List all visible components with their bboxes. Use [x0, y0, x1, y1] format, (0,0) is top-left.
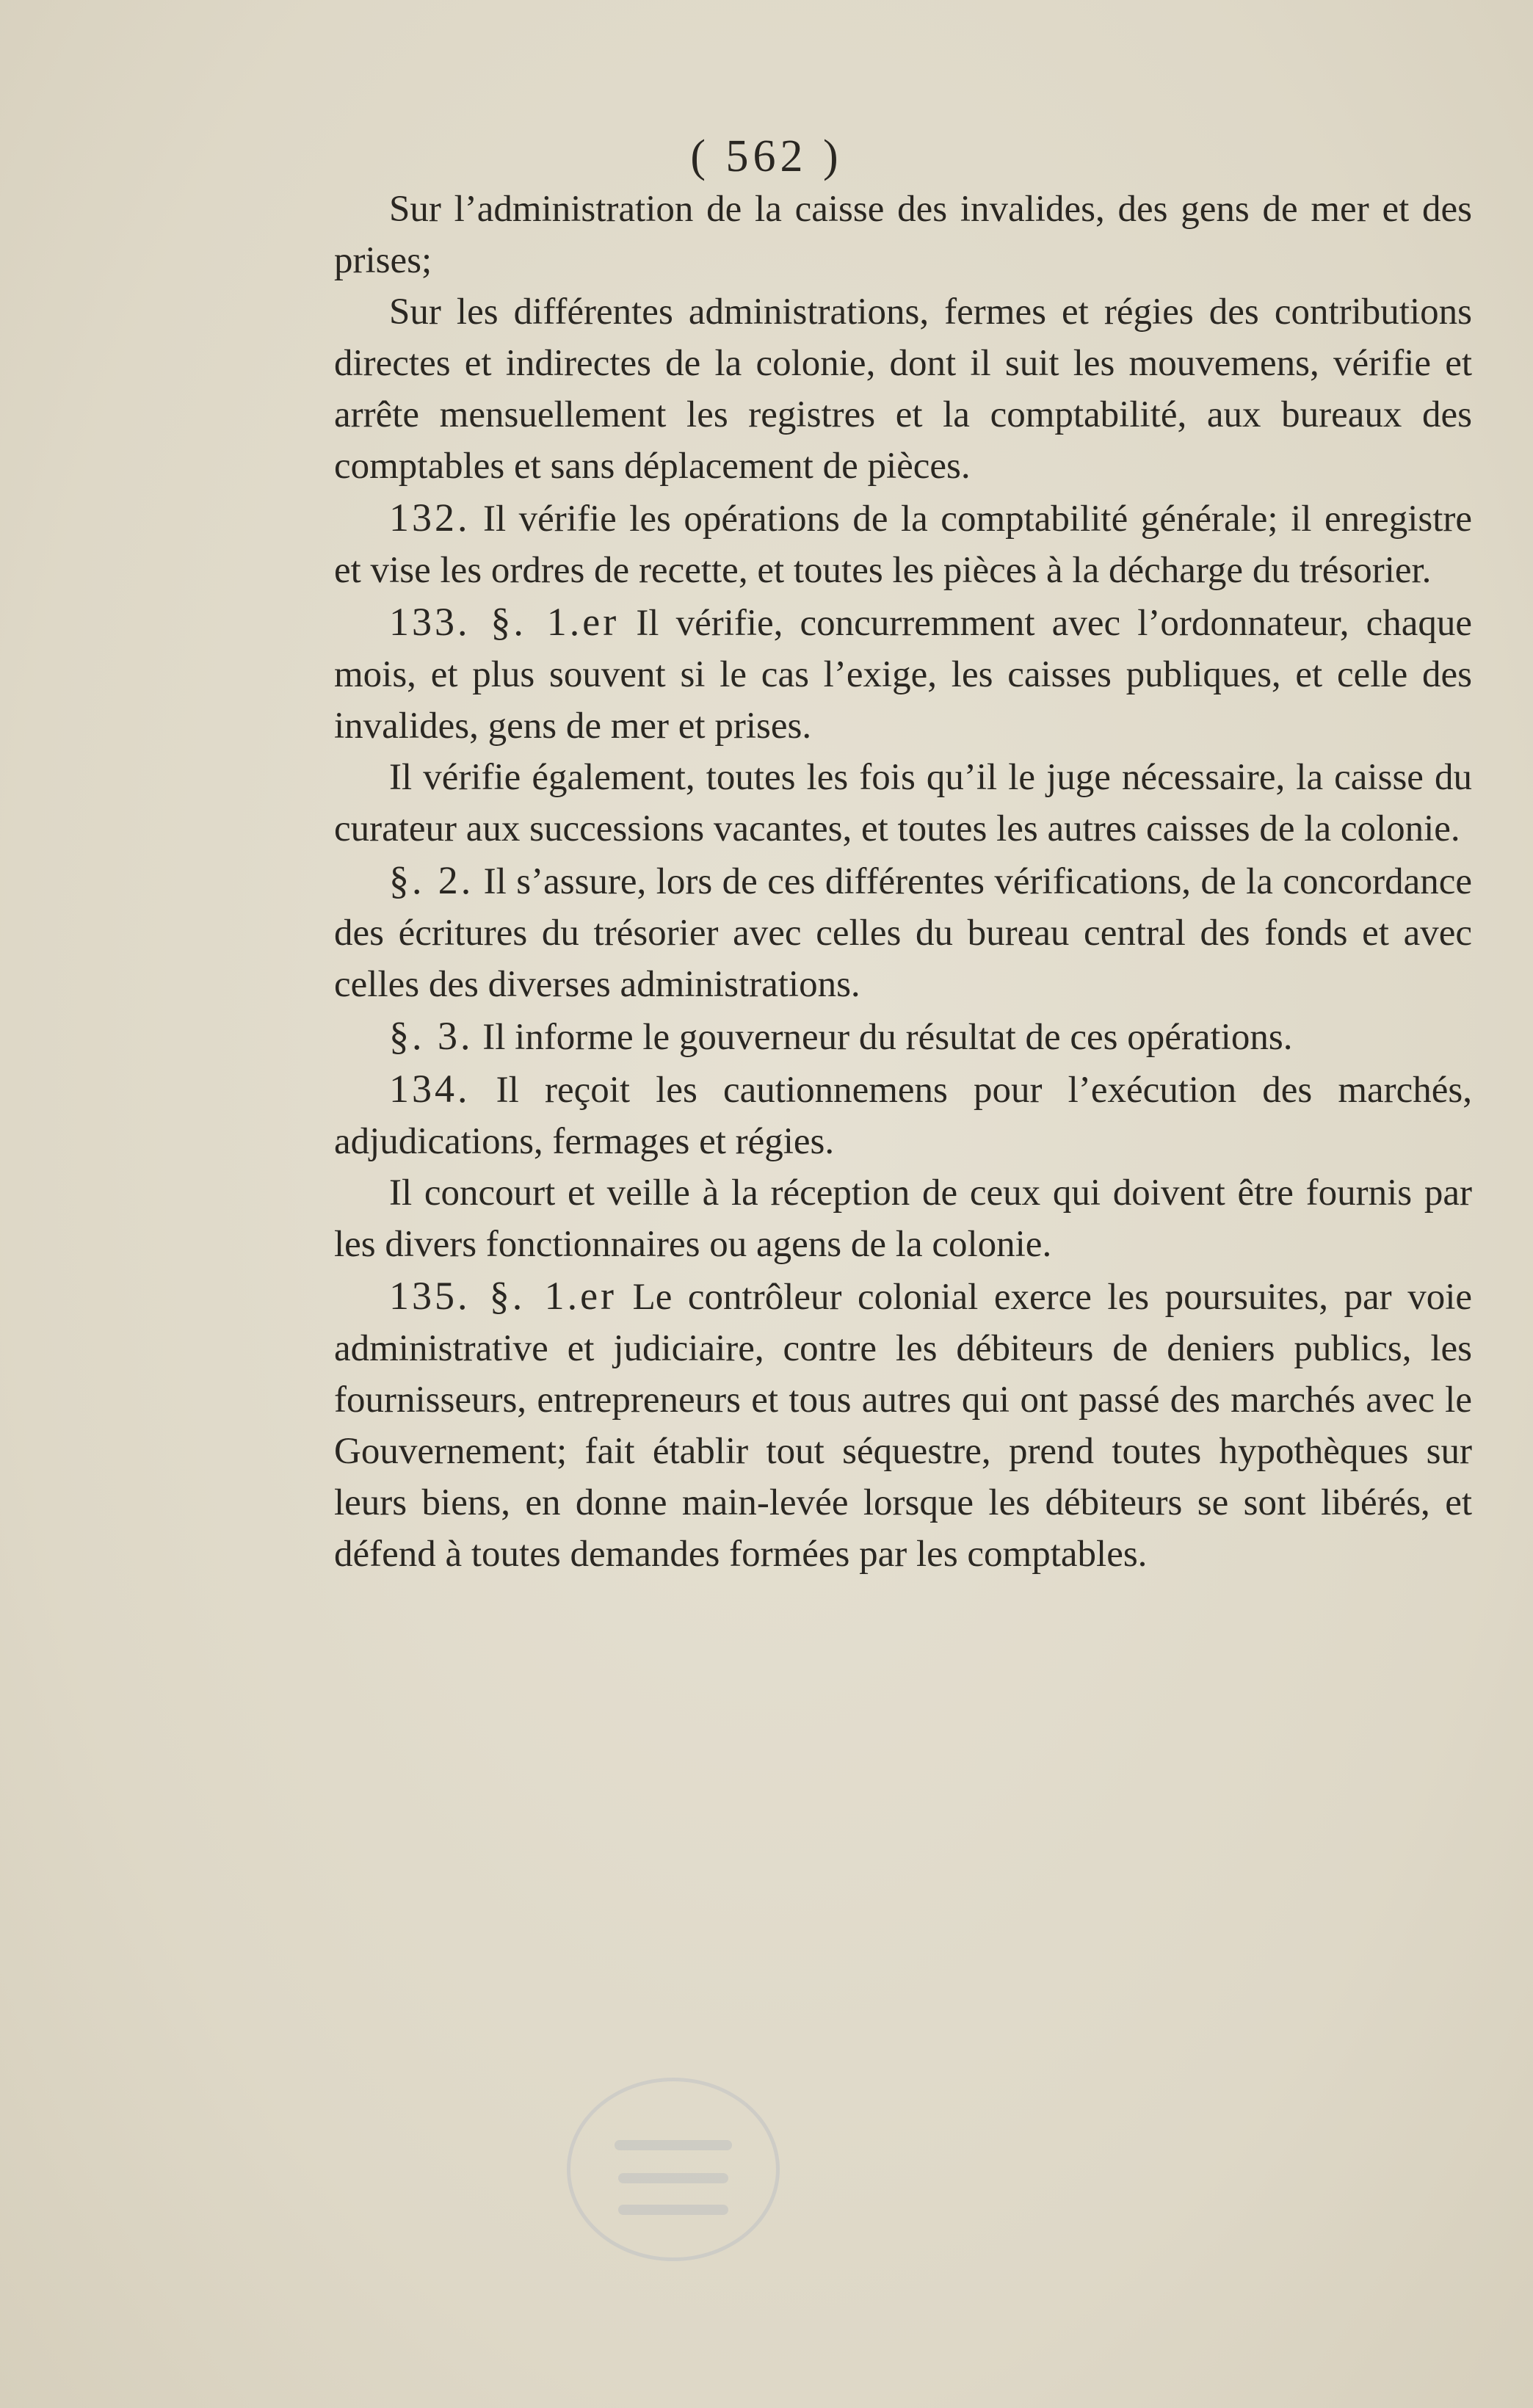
paragraph-text: Il concourt et veille à la réception de ceux qui doivent être fournis par les divers fonctionnaires ou agens de la colonie.	[334, 1172, 1472, 1265]
paragraph-text: Il vérifie, concurremment avec l’ordonnateur, chaque mois, et plus souvent si le cas l’exige, les caisses publiques, et celle des invalides, gens de mer et prises.	[334, 603, 1473, 747]
section-number: §. 3.	[389, 1014, 474, 1058]
paragraph-text: Le contrôleur colonial exerce les poursuites, par voie administrative et judiciaire, contre les débiteurs de deniers publics, les fournisseurs, entrepreneurs et tous autres qui ont passé des marchés avec le Gouvernement; fait établir tout séquestre, prend toutes hypothèques sur leurs biens, en donne main-levée lorsque les débiteurs se sont libérés, et défend à toutes demandes formées par les comptables.	[334, 1277, 1472, 1575]
stamp-mark	[618, 2173, 728, 2183]
paragraph-text: Il s’assure, lors de ces différentes vérifications, de la concordance des écritures du trésorier avec celles du bureau central des fonds et avec celles des diverses administrations.	[334, 861, 1473, 1005]
article-number: 132.	[389, 496, 471, 540]
section-number: §. 2.	[389, 858, 474, 902]
paragraph-text: Il vérifie les opérations de la comptabilité générale; il enregistre et vise les ordres de recette, et toutes les pièces à la décharge du trésorier.	[334, 498, 1473, 591]
body-text	[334, 184, 1472, 1580]
paragraph	[334, 1167, 1472, 1270]
article-134	[334, 1063, 1472, 1167]
paragraph-text: Il vérifie également, toutes les fois qu’il le juge nécessaire, la caisse du curateur aux successions vacantes, et toutes les autres caisses de la colonie.	[334, 757, 1472, 849]
stamp-mark	[618, 2205, 728, 2215]
article-135	[334, 1270, 1472, 1580]
library-stamp	[567, 2078, 780, 2261]
paragraph-text: Il informe le gouverneur du résultat de ces opérations.	[482, 1017, 1293, 1058]
stamp-mark	[615, 2140, 732, 2150]
paragraph-text: Il reçoit les cautionnemens pour l’exécution des marchés, adjudications, fermages et régies.	[334, 1070, 1473, 1162]
paragraph	[334, 752, 1472, 855]
article-132	[334, 492, 1472, 596]
paragraph-text: Sur les différentes administrations, fermes et régies des contributions directes et indirectes de la colonie, dont il suit les mouvemens, vérifie et arrête mensuellement les registres et la comptabilité, aux bureaux des comptables et sans déplacement de pièces.	[334, 291, 1472, 487]
paragraph-text: Sur l’administration de la caisse des invalides, des gens de mer et des prises;	[334, 189, 1472, 281]
paragraph	[334, 184, 1472, 286]
section-2	[334, 855, 1472, 1010]
page-number: ( 562 )	[690, 131, 843, 181]
paragraph	[334, 286, 1472, 492]
article-number: 134.	[389, 1067, 471, 1111]
article-number: 135. §. 1.er	[389, 1274, 617, 1318]
section-3	[334, 1010, 1472, 1063]
article-number: 133. §. 1.er	[389, 600, 620, 644]
article-133	[334, 596, 1472, 752]
